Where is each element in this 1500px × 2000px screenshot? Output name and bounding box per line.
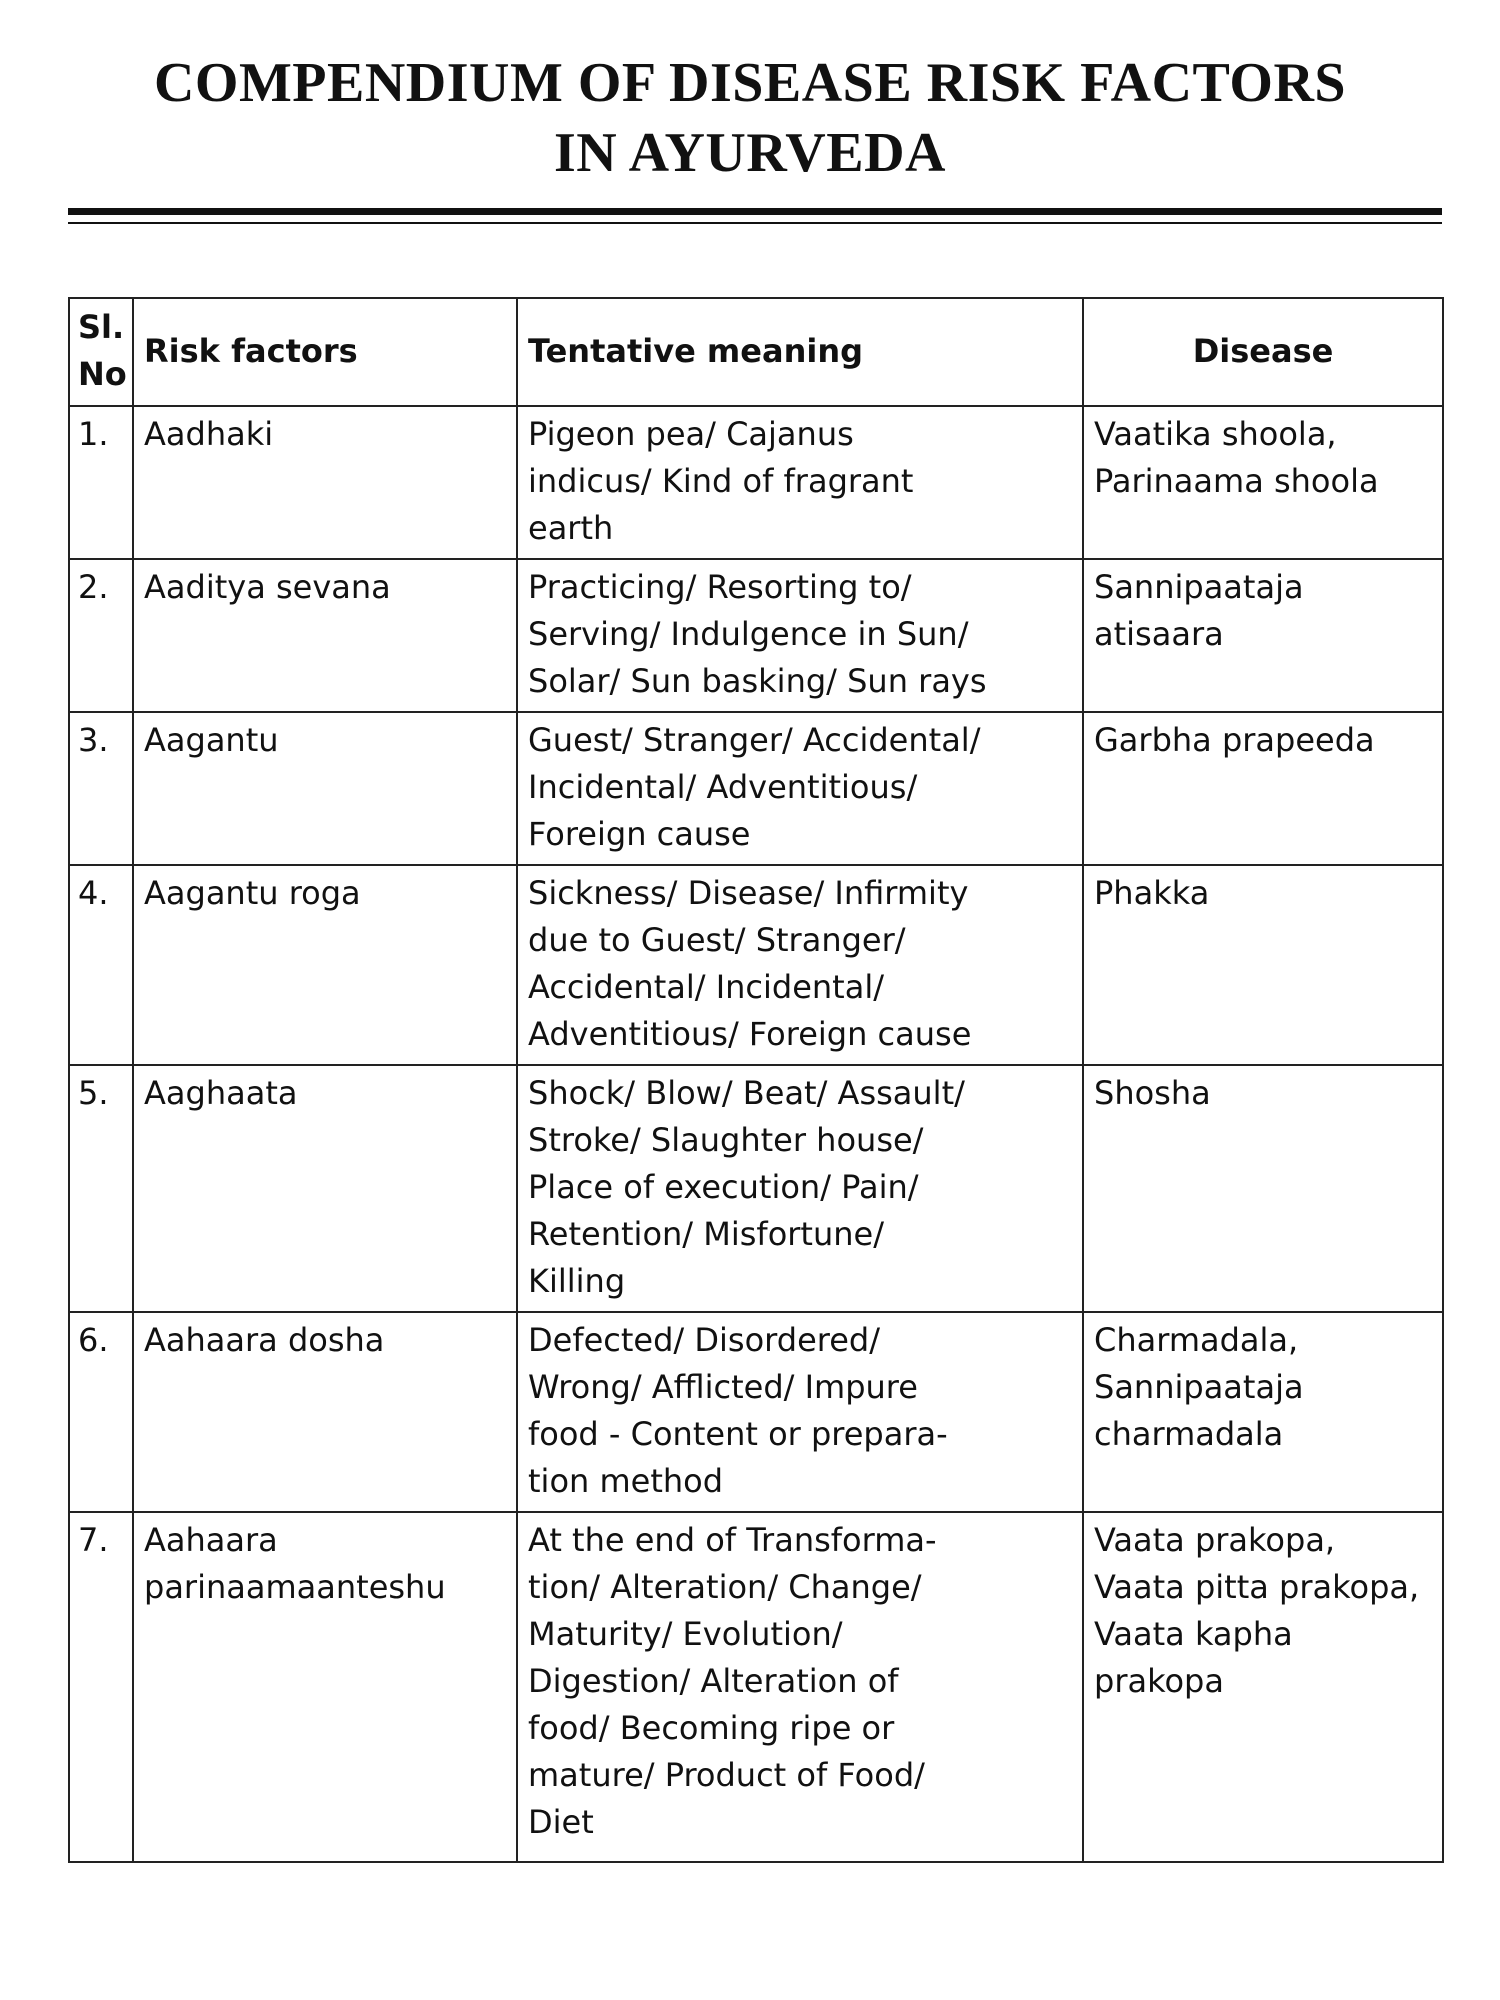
cell-tentative-meaning-line: food - Content or prepara-: [528, 1415, 948, 1453]
cell-tentative-meaning-line: Retention/ Misfortune/: [528, 1215, 884, 1253]
cell-tentative-meaning-line: Solar/ Sun basking/ Sun rays: [528, 662, 987, 700]
cell-tentative-meaning-line: Killing: [528, 1262, 626, 1300]
cell-tentative-meaning-line: Diet: [528, 1803, 594, 1841]
cell-risk-factor-line: parinaamaanteshu: [144, 1568, 446, 1606]
cell-tentative-meaning-line: At the end of Transforma-: [528, 1521, 937, 1559]
cell-tentative-meaning-line: earth: [528, 509, 614, 547]
cell-sl-no: 7.: [69, 1512, 133, 1862]
cell-disease-line: Vaata kapha prakopa: [1094, 1615, 1293, 1700]
cell-tentative-meaning: [517, 559, 1083, 712]
title-line-1: COMPENDIUM OF DISEASE RISK FACTORS: [153, 52, 1347, 114]
table-row: [69, 712, 1443, 865]
risk-factors-table: [68, 297, 1444, 1863]
cell-tentative-meaning-line: Adventitious/ Foreign cause: [528, 1015, 972, 1053]
header-risk-factors: Risk factors: [133, 298, 517, 406]
cell-risk-factor-line: Aahaara dosha: [144, 1321, 385, 1359]
table-row: [69, 1065, 1443, 1312]
cell-risk-factor-line: Aagantu roga: [144, 874, 361, 912]
table-row: [69, 559, 1443, 712]
table-row: [69, 1312, 1443, 1512]
cell-disease-line: Sannipaataja: [1094, 1368, 1304, 1406]
header-disease: Disease: [1083, 298, 1443, 406]
cell-risk-factor-line: Aahaara: [144, 1521, 278, 1559]
cell-tentative-meaning-line: due to Guest/ Stranger/: [528, 921, 906, 959]
cell-tentative-meaning-line: Sickness/ Disease/ Infirmity: [528, 874, 969, 912]
cell-tentative-meaning-line: tion/ Alteration/ Change/: [528, 1568, 922, 1606]
cell-disease-line: Garbha prapeeda: [1094, 721, 1375, 759]
cell-tentative-meaning: [517, 1065, 1083, 1312]
cell-disease-line: Shosha: [1094, 1074, 1211, 1112]
cell-sl-no: 3.: [69, 712, 133, 865]
table-row: [69, 865, 1443, 1065]
header-tentative-meaning: Tentative meaning: [517, 298, 1083, 406]
cell-tentative-meaning-line: Maturity/ Evolution/: [528, 1615, 843, 1653]
cell-disease-line: charmadala: [1094, 1415, 1284, 1453]
table-row: [69, 406, 1443, 559]
cell-tentative-meaning-line: Serving/ Indulgence in Sun/: [528, 615, 969, 653]
cell-sl-no: 5.: [69, 1065, 133, 1312]
cell-disease-line: Vaatika shoola,: [1094, 415, 1337, 453]
cell-sl-no: 6.: [69, 1312, 133, 1512]
cell-tentative-meaning-line: mature/ Product of Food/: [528, 1756, 925, 1794]
cell-tentative-meaning-line: Shock/ Blow/ Beat/ Assault/: [528, 1074, 965, 1112]
cell-tentative-meaning: [517, 1512, 1083, 1862]
cell-disease: [1083, 1512, 1443, 1862]
title-divider-thick: [68, 208, 1442, 215]
cell-tentative-meaning-line: Accidental/ Incidental/: [528, 968, 884, 1006]
cell-risk-factor-line: Aaghaata: [144, 1074, 298, 1112]
cell-sl-no: 4.: [69, 865, 133, 1065]
cell-risk-factor: [133, 1312, 517, 1512]
cell-tentative-meaning-line: Digestion/ Alteration of: [528, 1662, 899, 1700]
cell-tentative-meaning-line: Stroke/ Slaughter house/: [528, 1121, 924, 1159]
cell-tentative-meaning-line: Defected/ Disordered/: [528, 1321, 880, 1359]
cell-tentative-meaning-line: Foreign cause: [528, 815, 751, 853]
cell-risk-factor: [133, 1512, 517, 1862]
cell-sl-no: 1.: [69, 406, 133, 559]
cell-tentative-meaning-line: tion method: [528, 1462, 724, 1500]
cell-disease-line: Vaata pitta prakopa,: [1094, 1568, 1420, 1606]
header-sl-line1: Sl.: [78, 308, 125, 346]
cell-tentative-meaning: [517, 1312, 1083, 1512]
cell-tentative-meaning-line: food/ Becoming ripe or: [528, 1709, 895, 1747]
cell-risk-factor: [133, 1065, 517, 1312]
cell-disease-line: atisaara: [1094, 615, 1224, 653]
cell-sl-no: 2.: [69, 559, 133, 712]
table-header-row: [69, 298, 1443, 406]
header-sl-line2: No: [78, 355, 127, 393]
cell-tentative-meaning-line: Practicing/ Resorting to/: [528, 568, 912, 606]
cell-risk-factor-line: Aaditya sevana: [144, 568, 391, 606]
cell-risk-factor-line: Aadhaki: [144, 415, 274, 453]
cell-risk-factor: [133, 865, 517, 1065]
title-divider-thin: [68, 222, 1442, 224]
cell-disease: [1083, 712, 1443, 865]
cell-tentative-meaning: [517, 865, 1083, 1065]
cell-disease-line: Vaata prakopa,: [1094, 1521, 1336, 1559]
table-row: [69, 1512, 1443, 1862]
cell-tentative-meaning-line: Place of execution/ Pain/: [528, 1168, 919, 1206]
title-line-2: IN AYURVEDA: [554, 122, 946, 184]
cell-disease-line: Parinaama shoola: [1094, 462, 1379, 500]
cell-disease: [1083, 559, 1443, 712]
cell-risk-factor: [133, 712, 517, 865]
header-sl-no: [69, 298, 133, 406]
cell-tentative-meaning-line: indicus/ Kind of fragrant: [528, 462, 914, 500]
cell-tentative-meaning: [517, 406, 1083, 559]
cell-disease-line: Sannipaataja: [1094, 568, 1304, 606]
cell-tentative-meaning-line: Wrong/ Afflicted/ Impure: [528, 1368, 918, 1406]
cell-disease: [1083, 865, 1443, 1065]
cell-risk-factor: [133, 406, 517, 559]
cell-tentative-meaning: [517, 712, 1083, 865]
cell-disease: [1083, 1065, 1443, 1312]
cell-risk-factor: [133, 559, 517, 712]
cell-disease-line: Phakka: [1094, 874, 1210, 912]
cell-disease-line: Charmadala,: [1094, 1321, 1299, 1359]
page-title: [0, 48, 1500, 188]
cell-risk-factor-line: Aagantu: [144, 721, 279, 759]
cell-tentative-meaning-line: Guest/ Stranger/ Accidental/: [528, 721, 981, 759]
cell-disease: [1083, 1312, 1443, 1512]
cell-tentative-meaning-line: Pigeon pea/ Cajanus: [528, 415, 854, 453]
cell-disease: [1083, 406, 1443, 559]
cell-tentative-meaning-line: Incidental/ Adventitious/: [528, 768, 918, 806]
